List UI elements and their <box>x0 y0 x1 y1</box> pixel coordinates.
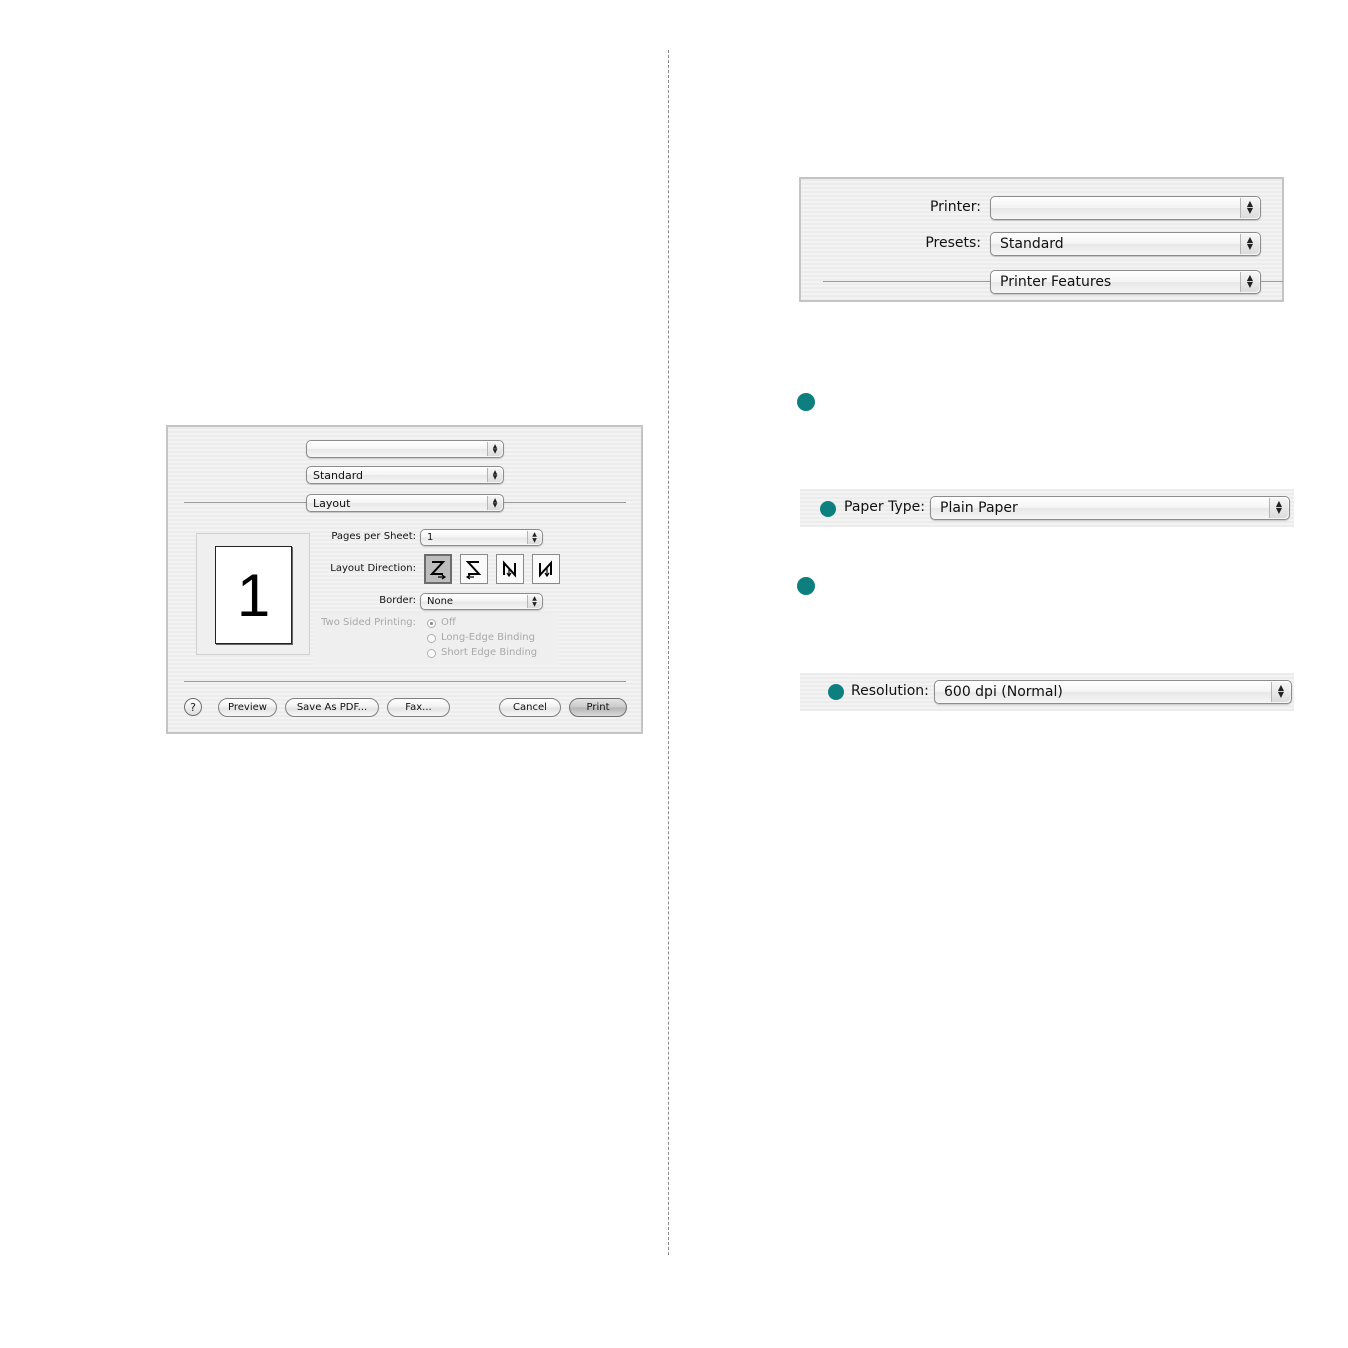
page-preview-frame <box>196 533 310 655</box>
step-bullet-icon <box>797 393 815 411</box>
paper-type-strip <box>800 489 1294 527</box>
pane-value: Printer Features <box>1000 274 1112 290</box>
border-label: Border: <box>379 595 416 606</box>
popup-arrows-icon: ▲ ▼ <box>527 531 541 544</box>
radio-button-selected <box>427 619 436 628</box>
two-sided-option-short-edge[interactable] <box>427 647 557 660</box>
radio-button <box>427 649 436 658</box>
help-button[interactable]: ? <box>184 698 202 716</box>
column-divider <box>668 50 669 1255</box>
popup-arrows-icon: ▲ ▼ <box>1240 234 1259 254</box>
printer-popup[interactable] <box>990 196 1261 220</box>
reverse-n-direction-icon <box>536 558 556 580</box>
paper-type-value: Plain Paper <box>940 500 1018 516</box>
n-direction-icon <box>500 558 520 580</box>
printer-label: Printer: <box>929 199 981 215</box>
paper-type-label: Paper Type: <box>844 499 925 515</box>
two-sided-option-label: Short Edge Binding <box>441 647 538 658</box>
print-dialog-layout <box>166 425 643 734</box>
pane-value: Layout <box>313 496 351 510</box>
popup-arrows-icon: ▲ ▼ <box>1271 682 1290 702</box>
presets-value: Standard <box>1000 236 1064 252</box>
border-popup[interactable] <box>420 593 543 610</box>
fax-button[interactable]: Fax... <box>387 698 450 717</box>
s-direction-icon <box>464 558 484 580</box>
resolution-value: 600 dpi (Normal) <box>944 684 1063 700</box>
layout-direction-z-button[interactable] <box>424 554 452 584</box>
popup-arrows-icon: ▲ ▼ <box>1240 198 1259 218</box>
radio-button <box>427 634 436 643</box>
two-sided-label: Two Sided Printing: <box>321 617 416 628</box>
popup-arrows-icon: ▲ ▼ <box>487 496 502 510</box>
resolution-popup[interactable] <box>934 680 1292 704</box>
callout-marker-icon <box>828 684 844 700</box>
pane-popup[interactable] <box>306 494 504 512</box>
popup-arrows-icon: ▲ ▼ <box>487 468 502 482</box>
resolution-strip <box>800 673 1294 711</box>
presets-popup[interactable] <box>306 466 504 484</box>
save-as-pdf-button[interactable]: Save As PDF... <box>285 698 379 717</box>
pages-per-sheet-popup[interactable] <box>420 529 543 546</box>
presets-label: Presets: <box>925 235 981 251</box>
layout-direction-s-button[interactable] <box>460 554 488 584</box>
cancel-button[interactable]: Cancel <box>499 698 561 717</box>
z-direction-icon <box>428 558 448 580</box>
popup-arrows-icon: ▲ ▼ <box>487 442 502 456</box>
paper-type-popup[interactable] <box>930 496 1290 520</box>
layout-direction-reverse-n-button[interactable] <box>532 554 560 584</box>
print-dialog-printer-features <box>799 177 1284 302</box>
pane-popup[interactable] <box>990 270 1261 294</box>
border-value: None <box>427 596 454 607</box>
layout-direction-n-button[interactable] <box>496 554 524 584</box>
print-button[interactable]: Print <box>569 698 627 717</box>
two-sided-option-long-edge[interactable] <box>427 632 557 645</box>
presets-popup[interactable] <box>990 232 1261 256</box>
two-sided-option-label: Long-Edge Binding <box>441 632 535 643</box>
separator-line <box>184 681 626 682</box>
popup-arrows-icon: ▲ ▼ <box>1269 498 1288 518</box>
preview-button[interactable]: Preview <box>218 698 277 717</box>
page-preview <box>215 546 292 644</box>
popup-arrows-icon: ▲ ▼ <box>1240 272 1259 292</box>
page-preview-number: 1 <box>236 561 271 629</box>
two-sided-option-label: Off <box>441 617 456 628</box>
step-bullet-icon <box>797 577 815 595</box>
popup-arrows-icon: ▲ ▼ <box>527 595 541 608</box>
presets-value: Standard <box>313 468 364 482</box>
two-sided-option-off[interactable] <box>427 617 547 630</box>
pages-per-sheet-label: Pages per Sheet: <box>331 531 416 542</box>
printer-popup[interactable] <box>306 440 504 458</box>
callout-marker-icon <box>820 501 836 517</box>
resolution-label: Resolution: <box>851 683 929 699</box>
pages-per-sheet-value: 1 <box>427 532 434 543</box>
layout-direction-label: Layout Direction: <box>330 563 416 574</box>
